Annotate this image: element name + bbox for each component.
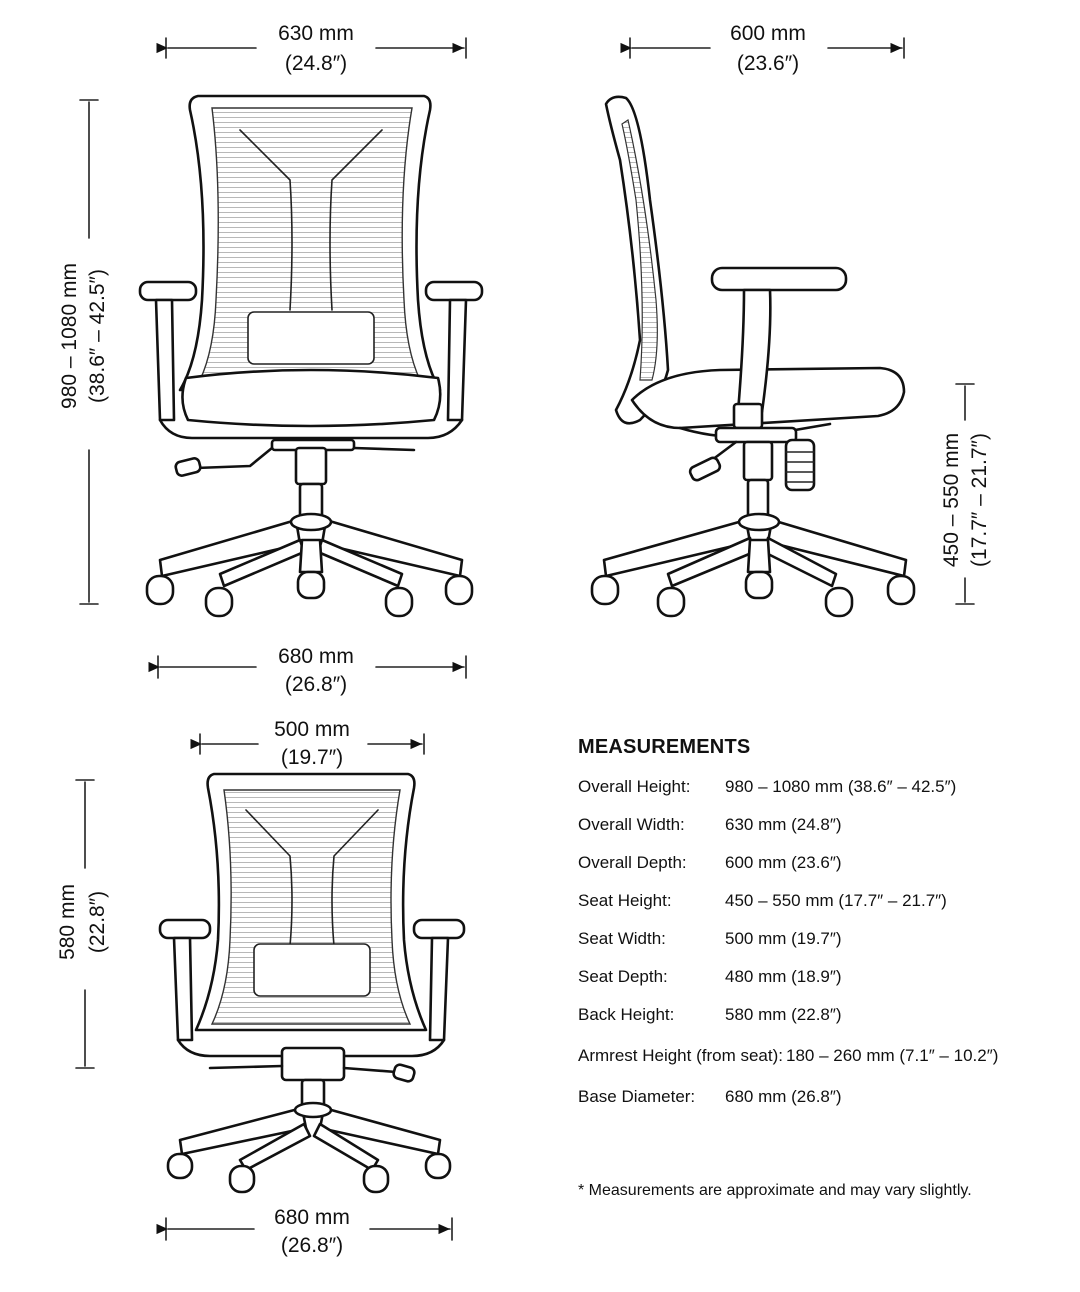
- measurement-label: Overall Width:: [578, 815, 685, 834]
- tension-knob: [786, 440, 814, 490]
- front-backrest: [180, 96, 440, 390]
- measurement-label: Base Diameter:: [578, 1087, 696, 1106]
- measurement-label: Seat Width:: [578, 929, 666, 948]
- back-width-in: (19.7″): [280, 746, 344, 769]
- measurement-value: 600 mm (23.6″): [725, 853, 842, 872]
- measurement-row-armrest-height: [578, 1046, 1058, 1087]
- measurement-value: 980 – 1080 mm (38.6″ – 42.5″): [725, 777, 957, 796]
- front-width-mm: 630 mm: [278, 22, 354, 45]
- measurement-label: Seat Depth:: [578, 967, 668, 986]
- measurement-value: 450 – 550 mm (17.7″ – 21.7″): [725, 891, 947, 910]
- measurements-title: MEASUREMENTS: [578, 736, 751, 758]
- measurements-note: * Measurements are approximate and may vary slightly.: [578, 1182, 972, 1199]
- measurement-label: Armrest Height (from seat):: [578, 1046, 783, 1065]
- measurement-label: Back Height:: [578, 1005, 675, 1024]
- front-height-dimension: [58, 100, 109, 604]
- measurement-row-seat-height: [578, 891, 1058, 929]
- measurement-row-overall-width: [578, 815, 1058, 853]
- side-seat-height-mm: 450 – 550 mm: [940, 432, 963, 568]
- measurement-label: Seat Height:: [578, 891, 672, 910]
- back-height-dimension: [56, 780, 109, 1068]
- back-height-in: (22.8″): [86, 890, 109, 954]
- front-base-in: (26.8″): [284, 673, 348, 696]
- measurement-value: 630 mm (24.8″): [725, 815, 842, 834]
- front-top-dimension: [166, 22, 466, 75]
- back-view: [56, 718, 464, 1257]
- measurement-value: 680 mm (26.8″): [725, 1087, 842, 1106]
- measurement-row-seat-depth: [578, 967, 1058, 1005]
- side-depth-in: (23.6″): [736, 52, 800, 75]
- front-height-in: (38.6″ – 42.5″): [86, 269, 109, 403]
- measurement-value: 480 mm (18.9″): [725, 967, 842, 986]
- front-bottom-dimension: [158, 645, 466, 696]
- front-base-mm: 680 mm: [278, 645, 354, 668]
- side-gas-cylinder: [744, 442, 772, 522]
- side-backrest: [606, 97, 668, 423]
- back-base-mm: 680 mm: [274, 1206, 350, 1229]
- back-base: [180, 1103, 440, 1170]
- side-seat-height-in: (17.7″ – 21.7″): [968, 433, 991, 567]
- measurement-row-base-diameter: [578, 1087, 1058, 1125]
- back-bottom-dimension: [166, 1206, 452, 1257]
- side-seat: [632, 368, 904, 437]
- side-seat-height-dimension: [940, 384, 991, 604]
- side-casters: [592, 572, 914, 616]
- back-top-dimension: [200, 718, 424, 769]
- measurement-label: Overall Depth:: [578, 853, 687, 872]
- front-view: [58, 22, 482, 696]
- front-height-mm: 980 – 1080 mm: [58, 263, 81, 409]
- side-depth-mm: 600 mm: [730, 22, 806, 45]
- front-levers: [175, 448, 414, 477]
- back-casters: [168, 1154, 450, 1192]
- back-mechanism: [210, 1048, 416, 1110]
- front-width-in: (24.8″): [284, 52, 348, 75]
- measurement-row-overall-depth: [578, 853, 1058, 891]
- back-base-in: (26.8″): [280, 1234, 344, 1257]
- back-width-mm: 500 mm: [274, 718, 350, 741]
- front-gas-cylinder: [296, 448, 326, 524]
- side-top-dimension: [630, 22, 904, 75]
- front-casters: [147, 572, 472, 616]
- side-view: [592, 22, 991, 616]
- measurement-row-overall-height: [578, 777, 1058, 815]
- measurement-row-seat-width: [578, 929, 1058, 967]
- measurement-row-back-height: [578, 1005, 1058, 1046]
- measurement-label: Overall Height:: [578, 777, 691, 796]
- back-backrest: [196, 774, 426, 1030]
- back-height-mm: 580 mm: [56, 884, 79, 960]
- measurement-value: 580 mm (22.8″): [725, 1005, 842, 1024]
- measurement-value: 180 – 260 mm (7.1″ – 10.2″): [786, 1046, 999, 1065]
- measurement-value: 500 mm (19.7″): [725, 929, 842, 948]
- measurements-panel: [578, 736, 1058, 1125]
